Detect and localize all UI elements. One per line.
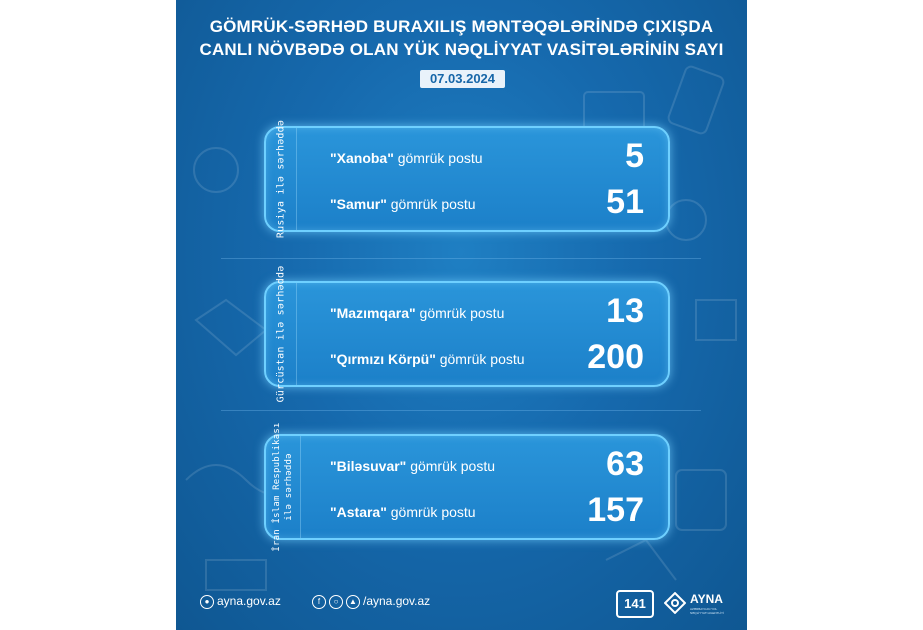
truck-count: 157	[587, 491, 644, 529]
post-label	[330, 196, 476, 212]
side-label-iran-2: ilə sərhəddə	[284, 453, 294, 521]
card-iran-border	[264, 422, 670, 552]
page-title-line-1: GÖMRÜK-SƏRHƏD BURAXILIŞ MƏNTƏQƏLƏRİNDƏ ÇIXIŞDA	[209, 17, 714, 36]
post-suffix: gömrük postu	[435, 351, 525, 367]
globe-icon: ●	[200, 595, 214, 609]
list-item	[330, 184, 644, 220]
list-item	[330, 492, 644, 528]
post-name: "Astara"	[330, 504, 387, 520]
post-suffix: gömrük postu	[386, 504, 476, 520]
list-item	[330, 339, 644, 375]
card-russia-border	[264, 119, 670, 239]
divider	[221, 410, 701, 411]
card-side-label	[266, 119, 297, 239]
post-label	[330, 305, 504, 321]
card-side-label	[266, 422, 301, 552]
post-name: "Xanoba"	[330, 150, 394, 166]
logo-subtitle: AZƏRBAYCAN YOL NƏQLİYYATI AGENTLİYİ	[690, 607, 724, 615]
post-label	[330, 458, 495, 474]
post-name: "Mazımqara"	[330, 305, 416, 321]
hotline-number: 141	[624, 596, 646, 611]
post-label	[330, 150, 483, 166]
truck-count: 63	[606, 445, 644, 483]
post-name: "Samur"	[330, 196, 387, 212]
side-label-georgia: Gürcüstan ilə sərhəddə	[275, 265, 287, 403]
logo-text: AYNA	[690, 592, 723, 606]
post-name: "Biləsuvar"	[330, 458, 407, 474]
post-suffix: gömrük postu	[386, 196, 476, 212]
website-link[interactable]: ayna.gov.az	[217, 594, 281, 608]
instagram-icon[interactable]: ○	[329, 595, 343, 609]
card-side-label	[266, 265, 297, 403]
hotline-badge	[616, 590, 654, 618]
page-title-line-2: CANLI NÖVBƏDƏ OLAN YÜK NƏQLİYYAT VASİTƏLƏRİNİN SAYI	[199, 40, 724, 59]
footer-website[interactable]	[200, 594, 281, 609]
date-badge: 07.03.2024	[420, 70, 505, 88]
post-label	[330, 351, 525, 367]
social-handle[interactable]: /ayna.gov.az	[363, 594, 431, 608]
side-label-iran-1: İran İslam Respublikası	[272, 422, 282, 552]
ayna-logo	[664, 588, 734, 618]
card-georgia-border	[264, 265, 670, 403]
list-item	[330, 293, 644, 329]
side-label-russia: Rusiya ilə sərhəddə	[275, 119, 287, 239]
list-item	[330, 446, 644, 482]
post-suffix: gömrük postu	[406, 458, 496, 474]
divider	[221, 258, 701, 259]
truck-count: 13	[606, 292, 644, 330]
post-suffix: gömrük postu	[393, 150, 483, 166]
post-label	[330, 504, 476, 520]
truck-count: 200	[587, 338, 644, 376]
footer-social[interactable]	[312, 594, 430, 609]
list-item	[330, 138, 644, 174]
post-name: "Qırmızı Körpü"	[330, 351, 436, 367]
truck-count: 51	[606, 183, 644, 221]
truck-count: 5	[625, 137, 644, 175]
telegram-icon[interactable]: ▲	[346, 595, 360, 609]
infographic-poster	[176, 0, 747, 630]
post-suffix: gömrük postu	[415, 305, 505, 321]
facebook-icon[interactable]: f	[312, 595, 326, 609]
ayna-logo-icon	[664, 592, 686, 614]
